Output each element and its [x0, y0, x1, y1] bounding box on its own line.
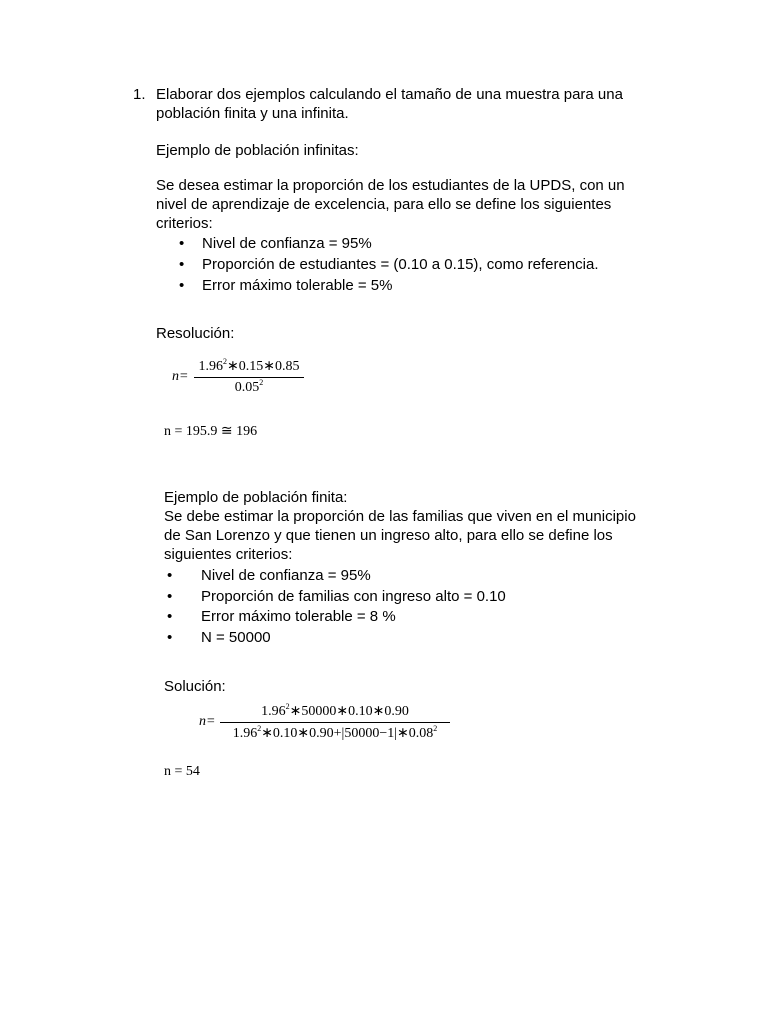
bullet-icon: • [179, 256, 185, 273]
bullet-icon: • [167, 608, 173, 625]
infinite-desc-line-1: Se desea estimar la proporción de los estudiantes de la UPDS, con un [156, 177, 625, 194]
infinite-desc-line-3: criterios: [156, 215, 213, 232]
bullet-icon: • [167, 567, 173, 584]
bullet-text: Nivel de confianza = 95% [202, 235, 372, 252]
infinite-desc-line-2: nivel de aprendizaje de excelencia, para ello se define los siguientes [156, 196, 612, 213]
bullet-icon: • [179, 277, 185, 294]
finite-result: n = 54 [164, 764, 200, 779]
solution-label: Solución: [164, 678, 226, 695]
bullet-text: N = 50000 [201, 629, 271, 646]
resolution-label: Resolución: [156, 325, 235, 342]
finite-desc-line-1: Se debe estimar la proporción de las familias que viven en el municipio [164, 508, 636, 525]
fraction-bar [220, 722, 450, 723]
finite-desc-line-3: siguientes criterios: [164, 546, 293, 563]
bullet-text: Error máximo tolerable = 5% [202, 277, 393, 294]
bullet-icon: • [167, 629, 173, 646]
formula-denominator: $1.96^2∗0.10∗0.90+|50000-1|∗0.08^2$ [232, 724, 438, 741]
formula-numerator: 1.96$^2$∗0.15∗0.85 [198, 357, 300, 374]
finite-formula [199, 703, 459, 745]
intro-line-1: Elaborar dos ejemplos calculando el tamaño de una muestra para una [156, 86, 623, 103]
formula-lhs: n= [172, 369, 189, 384]
infinite-formula [172, 358, 312, 398]
fraction-bar [194, 377, 304, 378]
bullet-icon: • [167, 588, 173, 605]
bullet-text: Error máximo tolerable = 8 % [201, 608, 396, 625]
formula-denominator: 0.05$^2$ [234, 378, 264, 395]
finite-desc-line-2: de San Lorenzo y que tienen un ingreso alto, para ello se define los [164, 527, 613, 544]
list-number: 1. [133, 86, 146, 103]
formula-numerator: 1.96$^2$∗50000∗0.10∗0.90 [261, 702, 409, 719]
infinite-result: n = 195.9 ≅ 196 [164, 424, 258, 439]
intro-line-2: población finita y una infinita. [156, 105, 349, 122]
finite-heading: Ejemplo de población finita: [164, 489, 348, 506]
formula-lhs: n= [199, 714, 216, 729]
infinite-heading: Ejemplo de población infinitas: [156, 142, 359, 159]
bullet-text: Proporción de estudiantes = (0.10 a 0.15), como referencia. [202, 256, 599, 273]
bullet-text: Proporción de familias con ingreso alto = 0.10 [201, 588, 506, 605]
bullet-icon: • [179, 235, 185, 252]
bullet-text: Nivel de confianza = 95% [201, 567, 371, 584]
